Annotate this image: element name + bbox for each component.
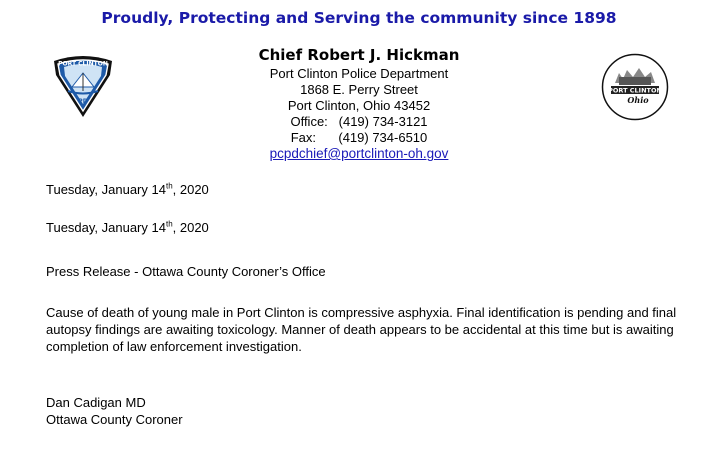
- street-address: 1868 E. Perry Street: [300, 82, 418, 97]
- press-release-heading: Press Release - Ottawa County Coroner’s Office: [46, 264, 326, 279]
- date-line: [46, 181, 209, 198]
- seal-text-port-clinton: PORT CLINTON: [608, 86, 662, 95]
- chief-name: Chief Robert J. Hickman: [258, 46, 460, 64]
- office-label: Office:: [290, 114, 328, 129]
- seal-text-ohio: Ohio: [627, 95, 649, 105]
- date-suffix: th: [165, 181, 173, 191]
- signer-title: Ottawa County Coroner: [46, 412, 183, 427]
- office-phone: (419) 734-3121: [338, 114, 428, 129]
- fax-phone: (419) 734-6510: [338, 130, 428, 145]
- date-prefix: Tuesday, January 14: [46, 182, 166, 197]
- date-line-repeat: [46, 219, 209, 236]
- date2-year: , 2020: [172, 220, 209, 235]
- fax-line: [0, 130, 718, 146]
- signature-block: [46, 394, 183, 428]
- signer-name: Dan Cadigan MD: [46, 395, 146, 410]
- badge-text-top: PORT CLINTON: [58, 60, 108, 68]
- port-clinton-city-seal: [601, 53, 669, 121]
- badge-text-bottom: PD: [78, 98, 88, 105]
- date2-suffix: th: [165, 219, 173, 229]
- city-state-zip: Port Clinton, Ohio 43452: [287, 98, 431, 113]
- fax-label: Fax:: [290, 130, 317, 145]
- department-name: Port Clinton Police Department: [269, 66, 449, 81]
- body-paragraph: Cause of death of young male in Port Clinton is compressive asphyxia. Final identification is pending and final autopsy findings are awaiting toxicology. Manner of death appears to be accidental at this time but is awaiting completion of law enforcement investigation.: [46, 305, 677, 354]
- date-year: , 2020: [172, 182, 209, 197]
- email-link[interactable]: pcpdchief@portclinton-oh.gov: [269, 146, 449, 161]
- date2-prefix: Tuesday, January 14: [46, 220, 166, 235]
- tagline: Proudly, Protecting and Serving the community since 1898: [101, 9, 617, 27]
